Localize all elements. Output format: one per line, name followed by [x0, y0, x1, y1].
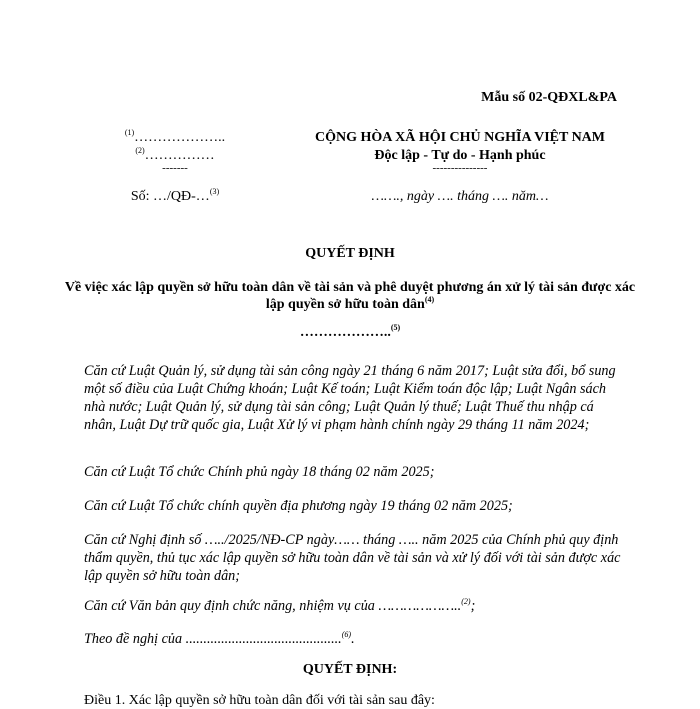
document-subtitle	[60, 279, 640, 313]
right-divider: ---------------	[432, 162, 488, 174]
legal-basis-paragraph	[84, 597, 624, 615]
footnote-ref: (4)	[424, 295, 435, 304]
document-number-text: Số: …/QĐ-…	[130, 189, 210, 204]
issuing-agency-placeholder: ………………..	[134, 130, 226, 145]
national-motto: Độc lập - Tự do - Hạnh phúc	[374, 148, 546, 163]
form-number: Mẫu số 02-QĐXL&PA	[481, 90, 617, 105]
left-divider: -------	[162, 162, 188, 174]
issuing-unit-placeholder: ……………	[144, 148, 215, 163]
place-date: ……., ngày …. tháng …. năm…	[371, 189, 549, 204]
paragraph-text: Theo đề nghị của ............................................	[84, 631, 342, 647]
legal-basis-paragraph: Căn cứ Luật Tổ chức chính quyền địa phương ngày 19 tháng 02 năm 2025;	[84, 498, 513, 514]
authority-placeholder: ………………..	[299, 325, 391, 340]
footnote-ref: (6)	[341, 630, 352, 639]
footnote-ref: (1)	[124, 128, 135, 137]
proposal-paragraph	[84, 630, 624, 648]
footnote-ref: (5)	[390, 323, 401, 332]
legal-basis-paragraph: Căn cứ Nghị định số …../2025/NĐ-CP ngày…… tháng ….. năm 2025 của Chính phủ quy định thẩm quyền, thủ tục xác lập quyền sở hữu toàn dân về tài sản và xử lý đối với tài sản được xác lập quyền sở hữu toàn dân;	[84, 532, 621, 584]
footnote-ref: (3)	[209, 187, 220, 196]
article-1: Điều 1. Xác lập quyền sở hữu toàn dân đối với tài sản sau đây:	[84, 693, 435, 708]
document-number	[80, 189, 270, 205]
legal-basis-paragraph: Căn cứ Luật Quản lý, sử dụng tài sản công ngày 21 tháng 6 năm 2017; Luật sửa đổi, bổ sung một số điều của Luật Chứng khoán; Luật Kế toán; Luật Kiểm toán độc lập; Luật Ngân sách nhà nước; Luật Quản lý, sử dụng tài sản công; Luật Quản lý thuế; Luật Thuế thu nhập cá nhân, Luật Dự trữ quốc gia, Luật Xử lý vi phạm hành chính ngày 29 tháng 11 năm 2024;	[84, 363, 616, 433]
country-name: CỘNG HÒA XÃ HỘI CHỦ NGHĨA VIỆT NAM	[314, 130, 605, 145]
paragraph-text-end: ;	[470, 598, 476, 614]
decision-heading: QUYẾT ĐỊNH:	[302, 662, 398, 677]
paragraph-text-end: .	[351, 631, 355, 647]
paragraph-text: Căn cứ Văn bản quy định chức năng, nhiệm vụ của ………………..	[84, 598, 462, 614]
legal-basis-paragraph: Căn cứ Luật Tổ chức Chính phủ ngày 18 tháng 02 năm 2025;	[84, 464, 435, 480]
footnote-ref: (2)	[461, 597, 471, 606]
subtitle-text: Về việc xác lập quyền sở hữu toàn dân về tài sản và phê duyệt phương án xử lý tài sản được xác lập quyền sở hữu toàn dân	[64, 280, 636, 312]
footnote-ref: (2)	[135, 146, 145, 155]
issuing-agency-line1	[80, 130, 270, 146]
document-title: QUYẾT ĐỊNH	[305, 246, 395, 261]
issuing-authority	[60, 325, 640, 341]
